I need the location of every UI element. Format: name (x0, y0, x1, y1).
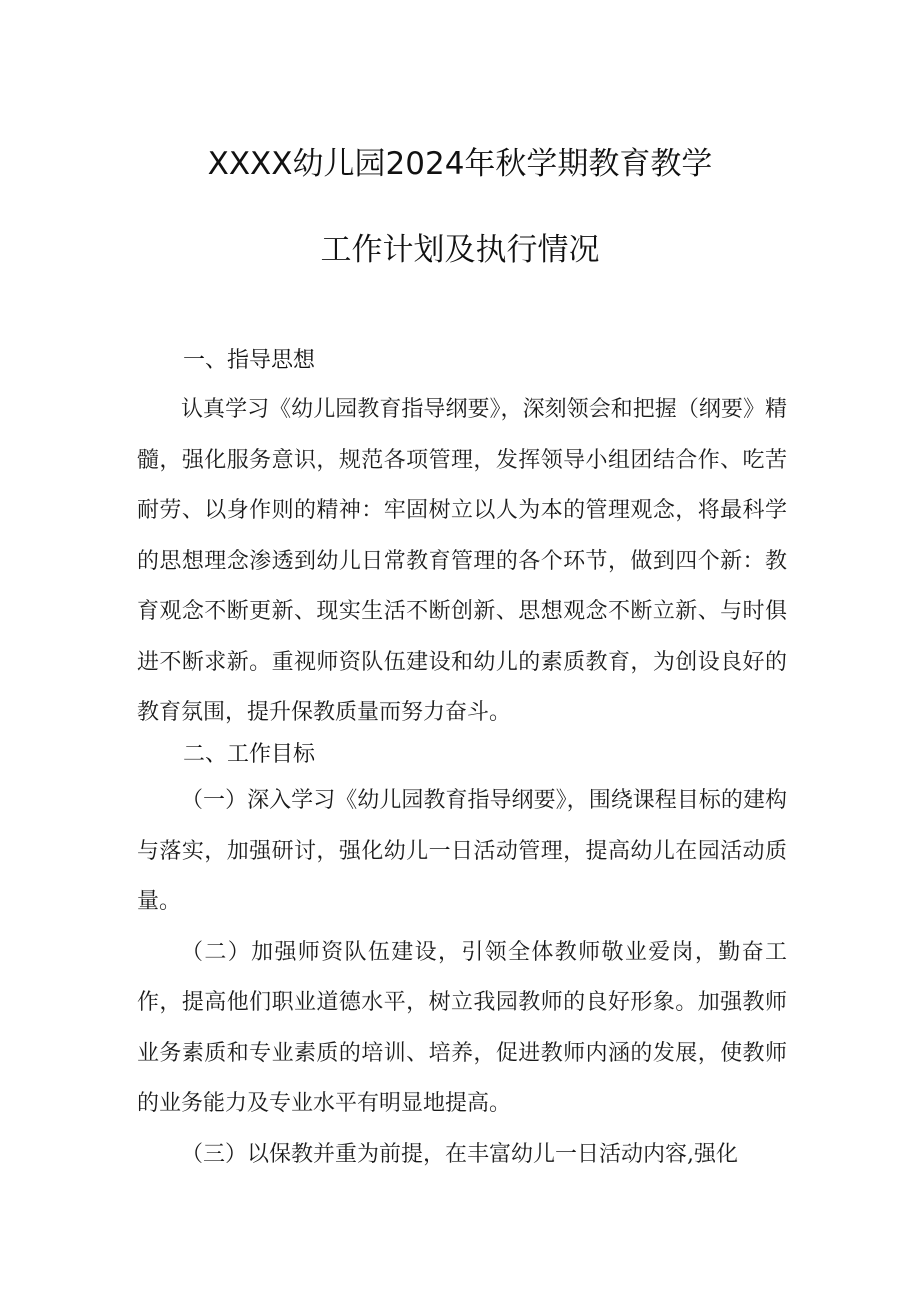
document-title-line2: 工作计划及执行情况 (320, 232, 600, 268)
section-body-work-goals (137, 776, 787, 1180)
paragraph: （三）以保教并重为前提，在丰富幼儿一日活动内容,强化 (181, 1141, 738, 1167)
paragraph: （一）深入学习《幼儿园教育指导纲要》，围绕课程目标的建构与落实，加强研讨，强化幼儿一日活动管理，提高幼儿在园活动质量。 (137, 788, 787, 914)
paragraph: （二）加强师资队伍建设，引领全体教师敬业爱岗，勤奋工作，提高他们职业道德水平，树立我园教师的良好形象。加强教师业务素质和专业素质的培训、培养，促进教师内涵的发展，使教师的业务能力及专业水平有明显地提高。 (137, 939, 787, 1116)
section-heading-guiding-ideology: 一、指导思想 (183, 348, 316, 373)
document-title-line1: XXXX幼儿园2024年秋学期教育教学 (207, 146, 713, 182)
section-body-guiding-ideology (137, 385, 787, 739)
section-heading-work-goals: 二、工作目标 (183, 742, 316, 767)
paragraph: 认真学习《幼儿园教育指导纲要》，深刻领会和把握（纲要》精髓，强化服务意识，规范各项管理，发挥领导小组团结合作、吃苦耐劳、以身作则的精神：牢固树立以人为本的管理观念，将最科学的思想理念渗透到幼儿日常教育管理的各个环节，做到四个新：教育观念不断更新、现实生活不断创新、思想观念不断立新、与时俱进不断求新。重视师资队伍建设和幼儿的素质教育，为创设良好的教育氛围，提升保教质量而努力奋斗。 (137, 397, 787, 725)
